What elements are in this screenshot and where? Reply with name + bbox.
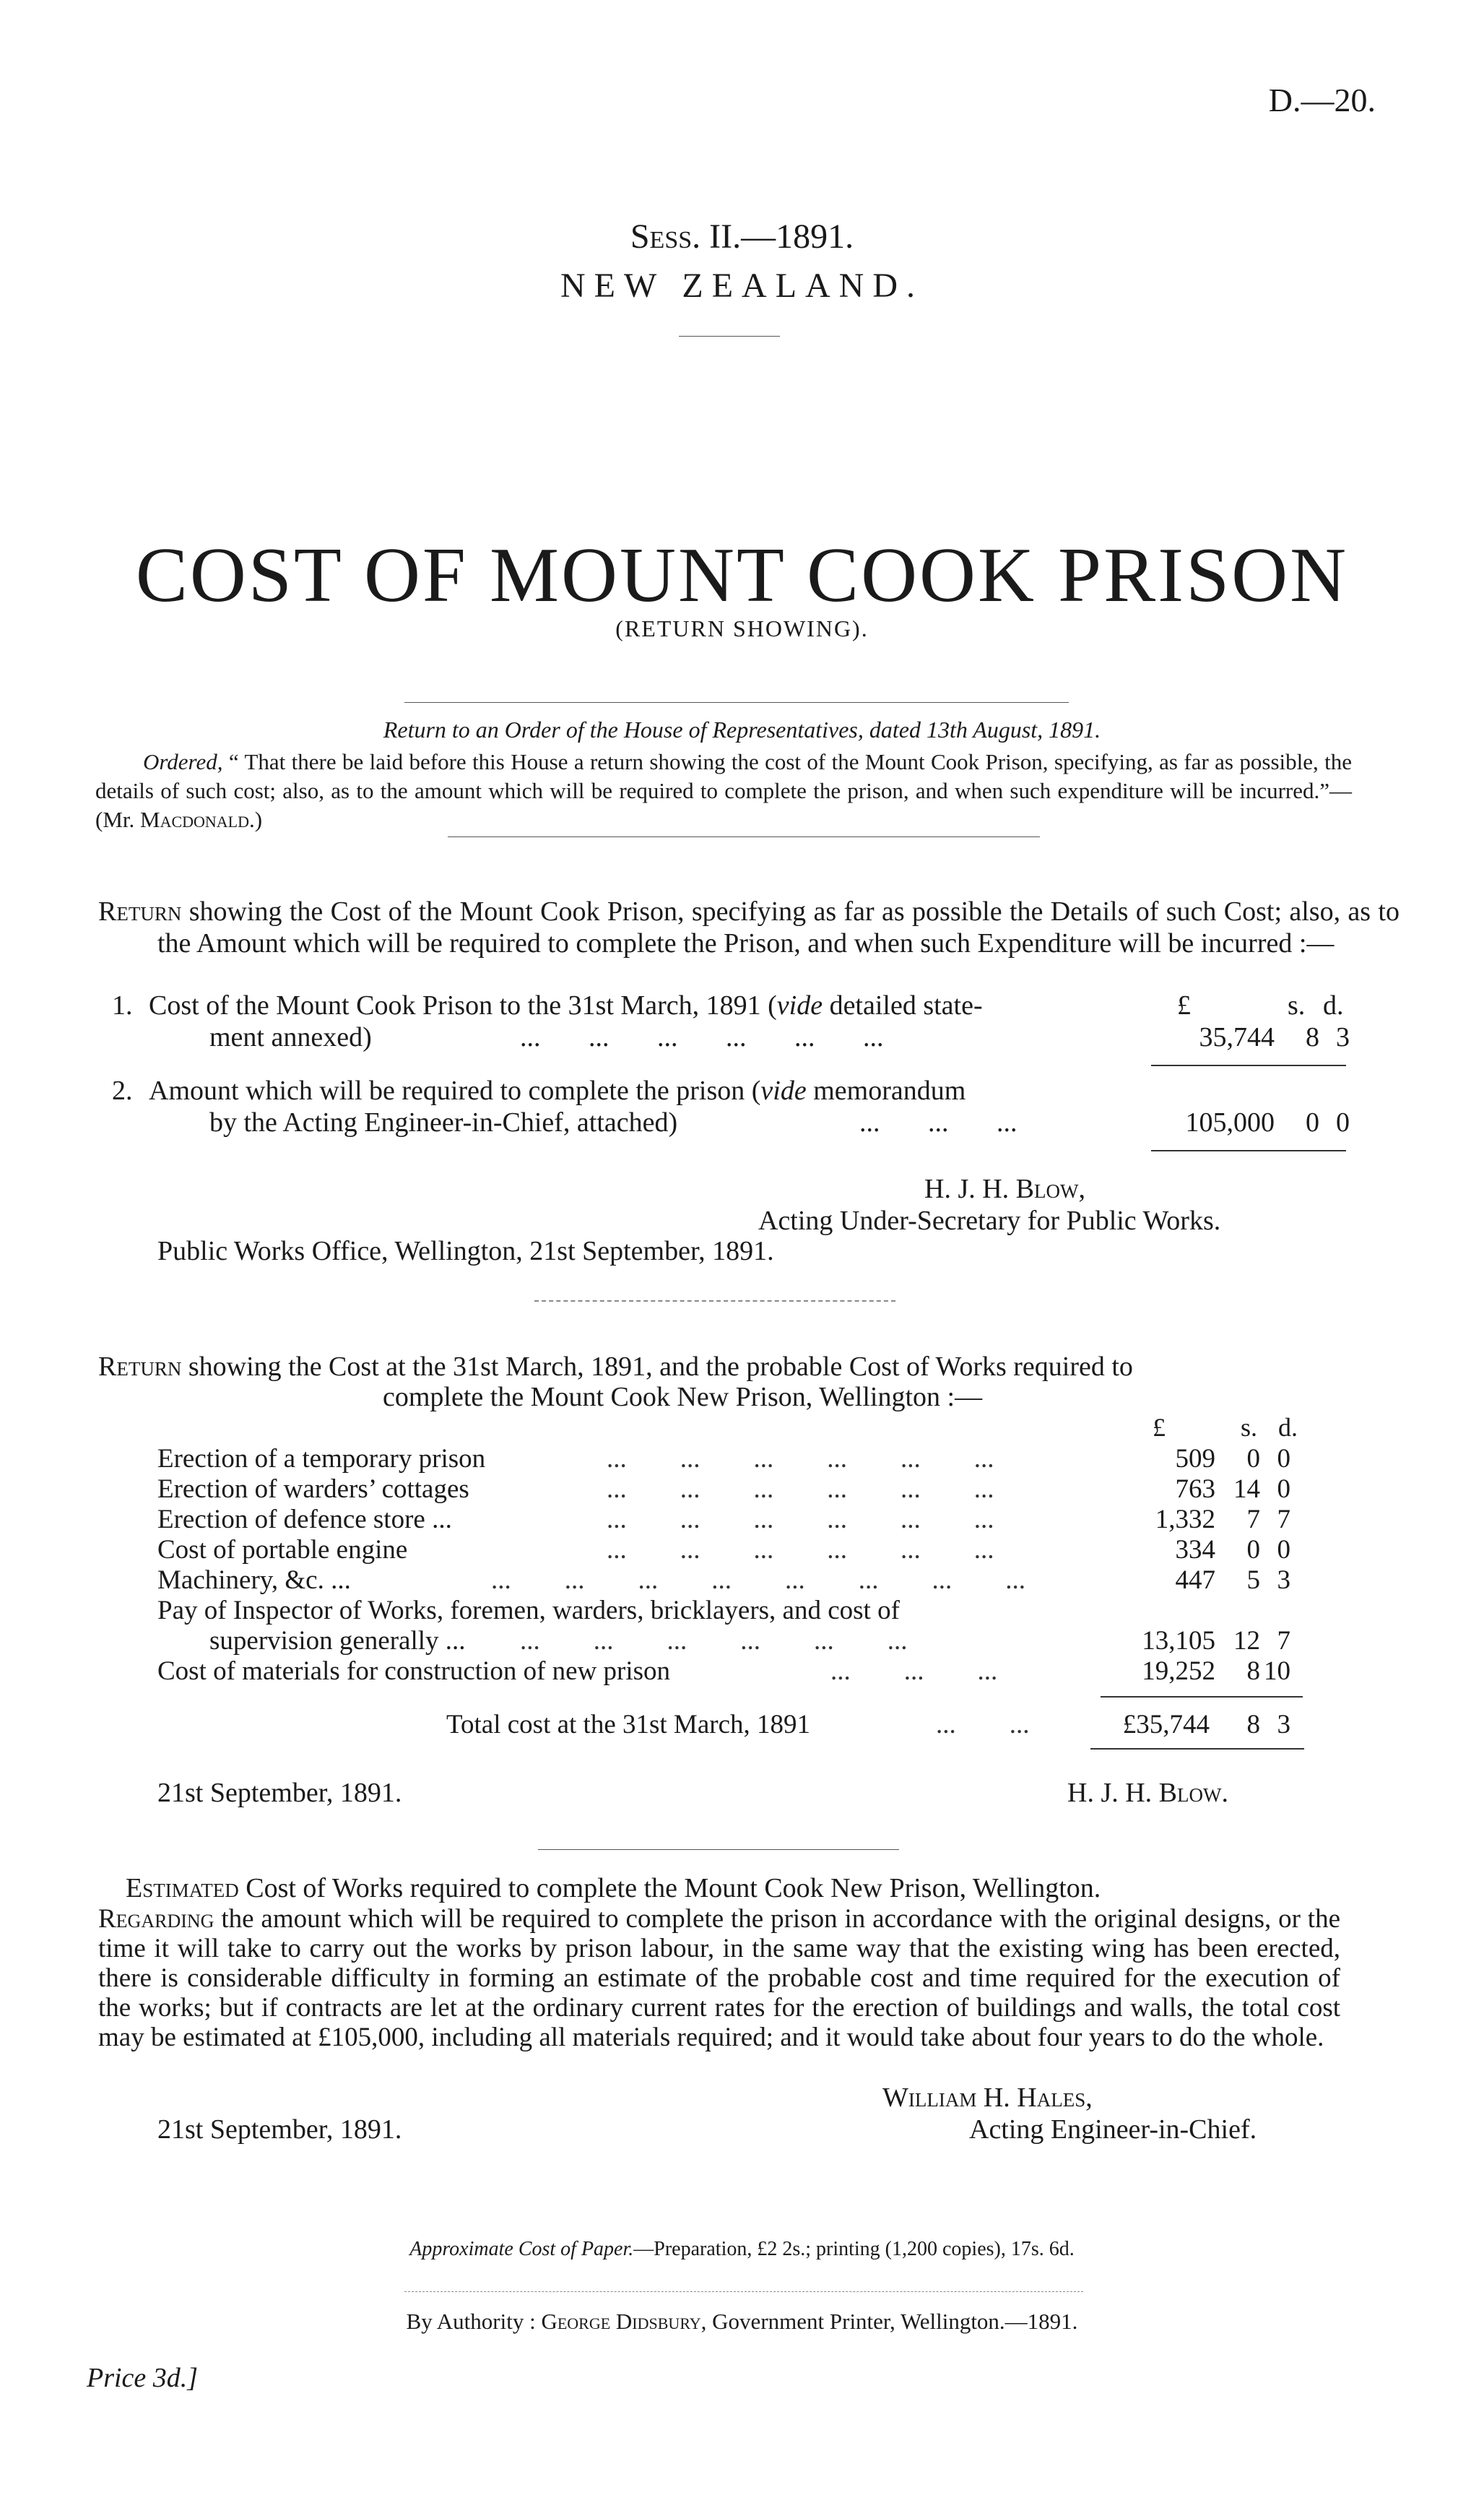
authority-rest: Government Printer, Wellington.—1891. — [712, 2309, 1078, 2334]
order-body: “ That there be laid before this House a return showing the cost of the Mount Cook Prison, specifying, as far as possible, the details of such cost; also, as to the amount which will be required to complete the prison, and when such expenditure will be incurred.”—(Mr. — [95, 749, 1352, 832]
row-dots: ... ... ... ... ... ... ... ... — [491, 1565, 1025, 1595]
item-pounds: 105,000 — [1185, 1107, 1275, 1138]
item-line1: Cost of the Mount Cook Prison to the 31st March, 1891 (vide detailed state- — [149, 990, 983, 1021]
row-label: Cost of portable engine — [157, 1535, 408, 1565]
order-close: ) — [254, 807, 263, 832]
total-dots: ... ... — [936, 1710, 1030, 1739]
item-d: 0 — [1336, 1107, 1350, 1138]
return2-intro-text: showing the Cost at the 31st March, 1891, and the probable Cost of Works required to — [188, 1352, 1133, 1382]
item-pounds: 35,744 — [1199, 1022, 1275, 1052]
paper-cost-label: Approximate Cost of Paper. — [409, 2238, 634, 2260]
order-mover: Macdonald. — [140, 807, 255, 832]
row-pounds: 334 — [1175, 1535, 1215, 1565]
item-line2: by the Acting Engineer-in-Chief, attached) — [209, 1107, 678, 1138]
item-d: 3 — [1336, 1022, 1350, 1052]
row-s: 7 — [1246, 1505, 1260, 1534]
return1-rule-1 — [1151, 1065, 1346, 1066]
estimate-signatory: William H. Hales, — [882, 2083, 1093, 2113]
row-label: Erection of defence store ... — [157, 1505, 452, 1534]
row-d: 0 — [1277, 1444, 1290, 1474]
item-s: 0 — [1306, 1107, 1319, 1138]
country-line: NEW ZEALAND. — [560, 267, 924, 305]
return2-col-d: d. — [1278, 1413, 1298, 1442]
total-pounds: £35,744 — [1122, 1710, 1210, 1739]
total-s: 8 — [1246, 1710, 1260, 1739]
return2-date: 21st September, 1891. — [157, 1778, 402, 1808]
total-label: Total cost at the 31st March, 1891 — [446, 1710, 810, 1739]
table-row — [0, 1443, 1484, 1478]
table-row — [0, 1474, 1484, 1508]
row-dots: ... ... ... ... ... ... — [607, 1474, 994, 1504]
row-d: 7 — [1277, 1626, 1290, 1656]
row-pounds: 13,105 — [1142, 1626, 1215, 1656]
paper-cost-line — [0, 2238, 1484, 2261]
page-title: COST OF MOUNT COOK PRISON — [135, 532, 1349, 618]
row-pounds: 763 — [1175, 1474, 1215, 1504]
section-divider-2 — [538, 1849, 899, 1850]
row-label: Pay of Inspector of Works, foremen, warders, bricklayers, and cost of — [157, 1596, 900, 1625]
item-line2: ment annexed) — [209, 1022, 372, 1052]
section-divider-1 — [534, 1300, 895, 1302]
return1-office-date: Public Works Office, Wellington, 21st September, 1891. — [157, 1236, 774, 1266]
return1-col-pounds: £ — [1177, 990, 1191, 1021]
row-label: Cost of materials for construction of new prison — [157, 1656, 671, 1686]
item-s: 8 — [1306, 1022, 1319, 1052]
row-pounds: 1,332 — [1155, 1505, 1215, 1534]
row-dots: ... ... ... ... ... ... — [607, 1505, 994, 1534]
order-text — [95, 748, 1352, 834]
row-s: 8 — [1246, 1656, 1260, 1686]
row-dots: ... ... ... ... ... ... — [607, 1444, 994, 1474]
row-pounds: 19,252 — [1142, 1656, 1215, 1686]
return2-lead: Return — [98, 1352, 182, 1382]
item-number: 2. — [112, 1076, 133, 1106]
estimate-signatory-title: Acting Engineer-in-Chief. — [969, 2114, 1257, 2145]
session-line: Sess. II.—1891. — [630, 217, 854, 256]
row-s: 12 — [1233, 1626, 1260, 1656]
row-dots: ... ... ... — [830, 1656, 998, 1686]
return1-col-d: d. — [1323, 990, 1344, 1021]
row-label: Machinery, &c. ... — [157, 1565, 351, 1595]
estimate-heading-lead: Estimated — [126, 1873, 239, 1903]
return1-signatory: H. J. H. Blow, — [924, 1174, 1085, 1204]
return2-intro-line2: complete the Mount Cook New Prison, Wellington :— — [383, 1382, 983, 1412]
paper-cost-text: —Preparation, £2 2s.; printing (1,200 copies), 17s. 6d. — [633, 2238, 1075, 2260]
return1-signatory-title: Acting Under-Secretary for Public Works. — [758, 1206, 1221, 1236]
return1-item-2 — [0, 1075, 1484, 1147]
row-dots: ... ... ... ... ... ... — [607, 1535, 994, 1565]
row-pounds: 509 — [1175, 1444, 1215, 1474]
row-s: 5 — [1246, 1565, 1260, 1595]
order-heading: Return to an Order of the House of Representatives, dated 13th August, 1891. — [383, 717, 1101, 743]
return1-col-s: s. — [1288, 990, 1306, 1021]
row-label: Erection of warders’ cottages — [157, 1474, 469, 1504]
table-row — [0, 1504, 1484, 1539]
price-label: Price 3d.] — [87, 2363, 199, 2393]
row-dots: ... ... ... ... ... ... — [520, 1626, 908, 1656]
item-line1: Amount which will be required to complete the prison (vide memorandum — [149, 1076, 966, 1106]
return1-intro — [98, 896, 1400, 959]
estimate-date: 21st September, 1891. — [157, 2114, 402, 2145]
return2-col-s: s. — [1241, 1413, 1258, 1442]
row-pounds: 447 — [1175, 1565, 1215, 1595]
item-number: 1. — [112, 990, 133, 1021]
header-divider — [679, 336, 780, 337]
footer-divider — [404, 2291, 1083, 2292]
authority-line — [0, 2309, 1484, 2335]
item-dots: ... ... ... ... ... ... — [520, 1022, 884, 1052]
estimate-paragraph — [98, 1904, 1340, 2052]
row-d: 0 — [1277, 1474, 1290, 1504]
total-d: 3 — [1277, 1710, 1290, 1739]
return1-lead: Return — [98, 896, 182, 927]
estimate-heading-text: Cost of Works required to complete the Mount Cook New Prison, Wellington. — [246, 1873, 1101, 1903]
ordered-word: Ordered, — [143, 749, 223, 774]
row-d: 10 — [1264, 1656, 1290, 1686]
table-row — [0, 1656, 1484, 1690]
table-row — [0, 1534, 1484, 1569]
table-row — [0, 1595, 1484, 1660]
return2-signatory: H. J. H. Blow. — [1067, 1778, 1228, 1808]
estimate-paragraph-lead: Regarding — [98, 1904, 214, 1934]
row-label: Erection of a temporary prison — [157, 1444, 486, 1474]
printer-name: George Didsbury, — [541, 2309, 707, 2334]
return2-subtotal-rule — [1101, 1696, 1303, 1698]
return1-item-1 — [0, 990, 1484, 1062]
order-bottom-divider — [448, 836, 1040, 837]
page-subtitle: (RETURN SHOWING). — [615, 615, 869, 641]
return2-col-pounds: £ — [1153, 1413, 1166, 1442]
table-row — [0, 1565, 1484, 1599]
row-d: 7 — [1277, 1505, 1290, 1534]
order-top-divider — [404, 702, 1069, 703]
estimate-heading — [126, 1872, 1101, 1904]
item-dots: ... ... ... — [859, 1107, 1017, 1138]
return1-intro-text: showing the Cost of the Mount Cook Prison, specifying as far as possible the Details of such Cost; also, as to the Amount which will be required to complete the Prison, and when such Expenditure will be incurred :— — [157, 896, 1400, 959]
return2-intro-line1 — [98, 1351, 1133, 1383]
row-s: 0 — [1246, 1444, 1260, 1474]
return1-rule-2 — [1151, 1150, 1346, 1151]
authority-lead: By Authority : — [406, 2309, 536, 2334]
estimate-paragraph-text: the amount which will be required to complete the prison in accordance with the original designs, or the time it will take to carry out the works by prison labour, in the same way that the existing wing has been erected, there is considerable difficulty in forming an estimate of the probable cost and time required for the execution of the works; but if contracts are let at the ordinary current rates for the erection of buildings and walls, the total cost may be estimated at £105,000, including all materials required; and it would take about four years to do the whole. — [98, 1904, 1341, 2052]
row-label-continued: supervision generally ... — [209, 1626, 466, 1656]
return2-total-rule — [1090, 1748, 1304, 1750]
document-code: D.—20. — [1268, 82, 1376, 118]
row-s: 0 — [1246, 1535, 1260, 1565]
return2-total-row — [0, 1709, 1484, 1744]
row-d: 0 — [1277, 1535, 1290, 1565]
row-s: 14 — [1233, 1474, 1260, 1504]
row-d: 3 — [1277, 1565, 1290, 1595]
